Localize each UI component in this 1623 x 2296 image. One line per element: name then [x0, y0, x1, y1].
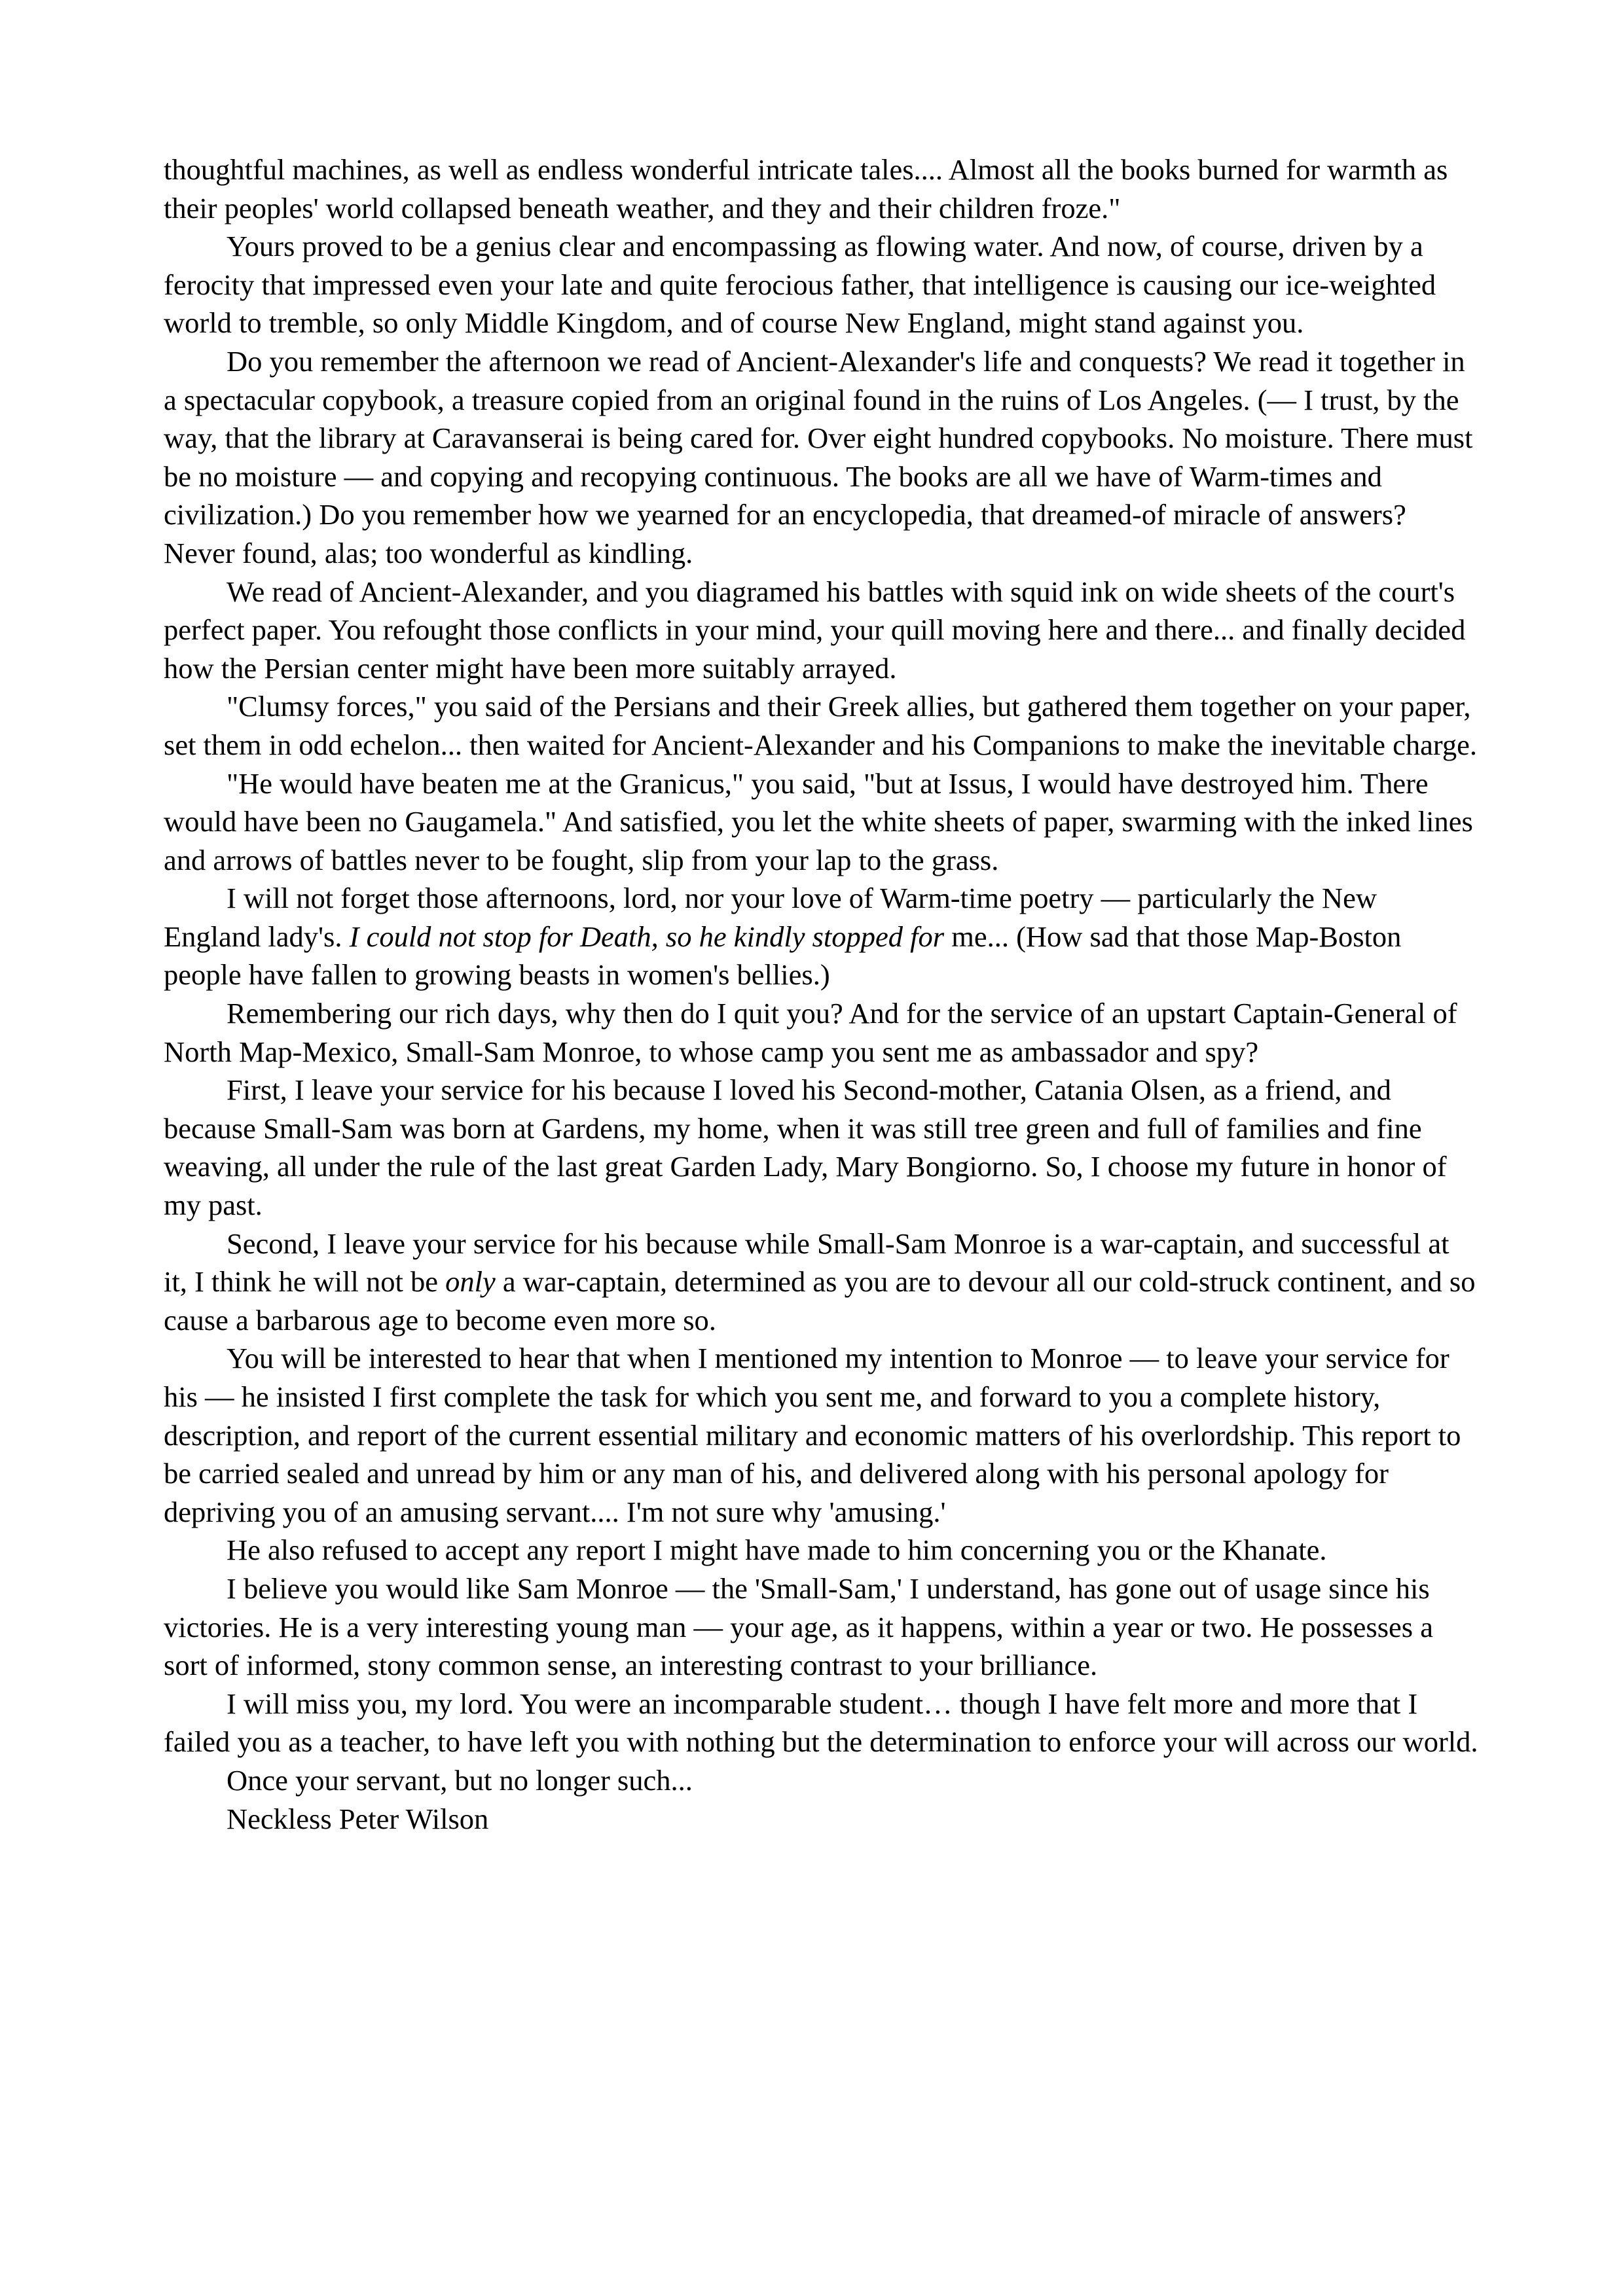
paragraph-text: thoughtful machines, as well as endless wonderful intricate tales.... Almost all the books burned for warmth as their peoples' world collapsed beneath weather, and they and their children froze." — [164, 153, 1448, 224]
paragraph-text: Yours proved to be a genius clear and encompassing as flowing water. And now, of course, driven by a ferocity that impressed even your late and quite ferocious father, that intelligence is causing our ice-weighted world to tremble, so only Middle Kingdom, and of course New England, might stand against you. — [164, 230, 1436, 340]
paragraph — [164, 1531, 1480, 1570]
paragraph-text: "Clumsy forces," you said of the Persians and their Greek allies, but gathered them together on your paper, set them in odd echelon... then waited for Ancient-Alexander and his Companions to make the inevitable charge. — [164, 690, 1478, 761]
paragraph — [164, 1071, 1480, 1224]
letter-body — [164, 151, 1480, 1838]
paragraph-text: Do you remember the afternoon we read of Ancient-Alexander's life and conquests? We read it together in a spectacular copybook, a treasure copied from an original found in the ruins of Los Angeles. (— I trust, by the way, that the library at Caravanserai is being cared for. Over eight hundred copybooks. No moisture. There must be no moisture — and copying and recopying continuous. The books are all we have of Warm-times and civilization.) Do you remember how we yearned for an encyclopedia, that dreamed-of miracle of answers? Never found, alas; too wonderful as kindling. — [164, 344, 1473, 569]
paragraph — [164, 151, 1480, 227]
paragraph-text: me... (How sad that those Map-Boston people have fallen to growing beasts in women's bellies.) — [164, 920, 1402, 992]
paragraph-text: First, I leave your service for his because I loved his Second-mother, Catania Olsen, as a friend, and because Small-Sam was born at Gardens, my home, when it was still tree green and full of families and fine weaving, all under the rule of the last great Garden Lady, Mary Bongiorno. So, I choose my future in honor of my past. — [164, 1073, 1447, 1222]
paragraph-text: a war-captain, determined as you are to devour all our cold-struck continent, and so cause a barbarous age to become even more so. — [164, 1265, 1476, 1336]
paragraph-text: Remembering our rich days, why then do I quit you? And for the service of an upstart Captain-General of North Map-Mexico, Small-Sam Monroe, to whose camp you sent me as ambassador and spy? — [164, 997, 1457, 1068]
paragraph — [164, 573, 1480, 688]
paragraph — [164, 1685, 1480, 1761]
signature: Neckless Peter Wilson — [227, 1802, 489, 1835]
paragraph — [164, 227, 1480, 342]
paragraph — [164, 764, 1480, 880]
paragraph — [164, 687, 1480, 764]
paragraph-text: You will be interested to hear that when I mentioned my intention to Monroe — to leave your service for his — he insisted I first complete the task for which you sent me, and forward to you a complete history, description, and report of the current essential military and economic matters of his overlordship. This report to be carried sealed and unread by him or any man of his, and delivered along with his personal apology for depriving you of an amusing servant.... I'm not sure why 'amusing.' — [164, 1342, 1461, 1528]
paragraph — [164, 1570, 1480, 1685]
closing-line: Once your servant, but no longer such... — [227, 1763, 693, 1797]
paragraph-text: I believe you would like Sam Monroe — the 'Small-Sam,' I understand, has gone out of usage since his victories. He is a very interesting young man — your age, as it happens, within a year or two. He possesses a sort of informed, stony common sense, an interesting contrast to your brilliance. — [164, 1571, 1433, 1682]
paragraph-text: "He would have beaten me at the Granicus," you said, "but at Issus, I would have destroyed him. There would have been no Gaugamela." And satisfied, you let the white sheets of paper, swarming with the inked lines and arrows of battles never to be fought, slip from your lap to the grass. — [164, 766, 1473, 876]
paragraph-text: We read of Ancient-Alexander, and you diagramed his battles with squid ink on wide sheets of the court's perfect paper. You refought those conflicts in your mind, your quill moving here and there... and finally decided how the Persian center might have been more suitably arrayed. — [164, 575, 1466, 685]
paragraph-text: I will miss you, my lord. You were an incomparable student… though I have felt more and more that I failed you as a teacher, to have left you with nothing but the determination to enforce your will across our world. — [164, 1687, 1478, 1759]
paragraph-list — [164, 151, 1480, 1761]
italic-text: I could not stop for Death, so he kindly stopped for — [349, 920, 945, 953]
paragraph — [164, 994, 1480, 1071]
paragraph — [164, 1339, 1480, 1531]
paragraph — [164, 342, 1480, 573]
paragraph — [164, 1225, 1480, 1340]
paragraph-text: Second, I leave your service for his because while Small-Sam Monroe is a war-captain, and successful at it, I think he will not be — [164, 1227, 1450, 1299]
paragraph — [164, 879, 1480, 994]
paragraph-text: He also refused to accept any report I might have made to him concerning you or the Khanate. — [227, 1534, 1327, 1567]
italic-text: only — [445, 1265, 496, 1299]
paragraph-text: I will not forget those afternoons, lord, nor your love of Warm-time poetry — particularly the New England lady's. — [164, 882, 1377, 953]
